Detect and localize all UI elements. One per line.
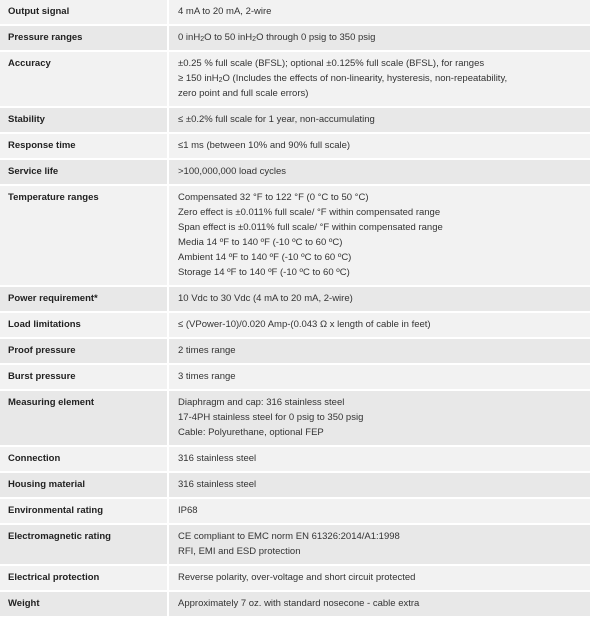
spec-label: Electrical protection xyxy=(0,566,169,592)
spec-value-line: Compensated 32 °F to 122 °F (0 °C to 50 °C) xyxy=(178,192,369,203)
spec-value-line: Diaphragm and cap: 316 stainless steel xyxy=(178,397,345,408)
spec-row xyxy=(0,447,590,473)
spec-value xyxy=(169,108,590,134)
spec-value xyxy=(169,134,590,160)
spec-value-line: 0 inH2O to 50 inH2O through 0 psig to 350 psig xyxy=(178,32,376,43)
spec-value xyxy=(169,499,590,525)
spec-value-line: 4 mA to 20 mA, 2-wire xyxy=(178,6,272,17)
spec-value xyxy=(169,0,590,26)
spec-value xyxy=(169,160,590,186)
spec-value-line: 17-4PH stainless steel for 0 psig to 350 psig xyxy=(178,412,364,423)
spec-label: Housing material xyxy=(0,473,169,499)
spec-row xyxy=(0,525,590,566)
spec-label: Electromagnetic rating xyxy=(0,525,169,566)
spec-value xyxy=(169,186,590,287)
spec-label: Proof pressure xyxy=(0,339,169,365)
spec-row xyxy=(0,287,590,313)
spec-value xyxy=(169,26,590,52)
spec-value xyxy=(169,525,590,566)
spec-row xyxy=(0,566,590,592)
spec-row xyxy=(0,592,590,618)
spec-value-line: CE compliant to EMC norm EN 61326:2014/A1:1998 xyxy=(178,531,400,542)
spec-row xyxy=(0,108,590,134)
spec-value-line: Media 14 ºF to 140 ºF (-10 ºC to 60 ºC) xyxy=(178,237,343,248)
spec-value-line: ≤1 ms (between 10% and 90% full scale) xyxy=(178,140,351,151)
spec-value xyxy=(169,52,590,108)
spec-value-line: Cable: Polyurethane, optional FEP xyxy=(178,427,324,438)
spec-label: Stability xyxy=(0,108,169,134)
spec-value-line: 2 times range xyxy=(178,345,236,356)
spec-label: Burst pressure xyxy=(0,365,169,391)
spec-row xyxy=(0,160,590,186)
spec-label: Service life xyxy=(0,160,169,186)
spec-value-line: Zero effect is ±0.011% full scale/ °F within compensated range xyxy=(178,207,441,218)
spec-value xyxy=(169,313,590,339)
spec-value xyxy=(169,447,590,473)
spec-value xyxy=(169,592,590,618)
spec-value-line: 3 times range xyxy=(178,371,236,382)
spec-row xyxy=(0,26,590,52)
spec-label: Response time xyxy=(0,134,169,160)
spec-value xyxy=(169,339,590,365)
spec-row xyxy=(0,473,590,499)
spec-value-line: zero point and full scale errors) xyxy=(178,88,309,99)
spec-label: Connection xyxy=(0,447,169,473)
spec-value-line: RFI, EMI and ESD protection xyxy=(178,546,301,557)
spec-value-line: 10 Vdc to 30 Vdc (4 mA to 20 mA, 2-wire) xyxy=(178,293,353,304)
spec-label: Pressure ranges xyxy=(0,26,169,52)
spec-label: Output signal xyxy=(0,0,169,26)
spec-value xyxy=(169,391,590,447)
spec-label: Weight xyxy=(0,592,169,618)
spec-label: Accuracy xyxy=(0,52,169,108)
spec-label: Environmental rating xyxy=(0,499,169,525)
spec-row xyxy=(0,0,590,26)
spec-value-line: Ambient 14 ºF to 140 ºF (-10 ºC to 60 ºC) xyxy=(178,252,352,263)
spec-value-line: >100,000,000 load cycles xyxy=(178,166,287,177)
spec-value-line: ≥ 150 inH2O (Includes the effects of non-linearity, hysteresis, non-repeatability, xyxy=(178,73,508,84)
spec-value xyxy=(169,365,590,391)
spec-label: Power requirement* xyxy=(0,287,169,313)
spec-row xyxy=(0,134,590,160)
spec-value xyxy=(169,287,590,313)
spec-value-line: 316 stainless steel xyxy=(178,453,257,464)
spec-label: Measuring element xyxy=(0,391,169,447)
spec-row xyxy=(0,391,590,447)
spec-row xyxy=(0,186,590,287)
spec-value-line: ≤ ±0.2% full scale for 1 year, non-accumulating xyxy=(178,114,375,125)
spec-value xyxy=(169,566,590,592)
spec-label: Temperature ranges xyxy=(0,186,169,287)
spec-value-line: Approximately 7 oz. with standard nosecone - cable extra xyxy=(178,598,420,609)
spec-value-line: 316 stainless steel xyxy=(178,479,257,490)
spec-row xyxy=(0,52,590,108)
spec-row xyxy=(0,313,590,339)
spec-value-line: Storage 14 ºF to 140 ºF (-10 ºC to 60 ºC) xyxy=(178,267,350,278)
spec-value-line: Span effect is ±0.011% full scale/ °F within compensated range xyxy=(178,222,443,233)
spec-row xyxy=(0,365,590,391)
spec-value xyxy=(169,473,590,499)
spec-row xyxy=(0,339,590,365)
spec-row xyxy=(0,499,590,525)
spec-value-line: ±0.25 % full scale (BFSL); optional ±0.125% full scale (BFSL), for ranges xyxy=(178,58,485,69)
spec-value-line: Reverse polarity, over-voltage and short circuit protected xyxy=(178,572,416,583)
spec-label: Load limitations xyxy=(0,313,169,339)
spec-value-line: IP68 xyxy=(178,505,198,516)
spec-value-line: ≤ (VPower-10)/0.020 Amp-(0.043 Ω x length of cable in feet) xyxy=(178,319,431,330)
